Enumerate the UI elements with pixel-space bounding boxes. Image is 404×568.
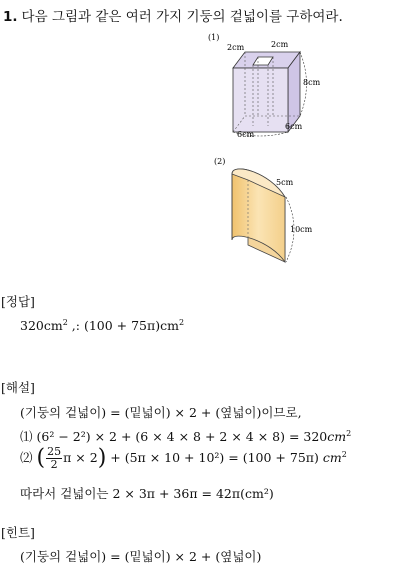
explanation-line-3	[20, 446, 347, 471]
explanation-heading: [해설]	[1, 380, 35, 395]
marker-2: ⑵	[20, 450, 33, 465]
answer-heading: [정답]	[1, 294, 35, 309]
hint-heading: [힌트]	[1, 525, 35, 540]
explanation-line-3-b: + (5π × 10 + 10²) = (100 + 75π)	[110, 450, 323, 465]
figure-1-tag: (1)	[208, 33, 220, 42]
question	[3, 5, 343, 25]
explanation-line-2	[20, 427, 351, 445]
explanation-line-3-sup: 2	[341, 449, 347, 459]
figure-1-prism	[205, 30, 335, 140]
label-10cm: 10cm	[290, 225, 313, 234]
label-2cm-a: 2cm	[227, 43, 245, 52]
label-6cm-side: 6cm	[285, 122, 303, 131]
answer-sup-b: 2	[178, 318, 185, 327]
explanation-line-3-a: π × 2	[63, 450, 98, 465]
explanation-line-1: (기둥의 겉넓이) = (밑넓이) × 2 + (옆넓이)이므로,	[20, 405, 302, 420]
explanation-line-2-text: (6² − 2²) × 2 + (6 × 4 × 8 + 2 × 4 × 8) = 320	[36, 429, 328, 444]
answer-line	[20, 318, 184, 333]
answer-part-a: 320cm	[20, 318, 63, 334]
figure-2-tag: (2)	[214, 157, 226, 166]
label-2cm-b: 2cm	[271, 40, 289, 49]
explanation-line-4: 따라서 겉넓이는 2 × 3π + 36π = 42π(cm²)	[20, 486, 274, 501]
explanation-line-2-unit: cm	[327, 429, 347, 444]
question-text: 다음 그림과 같은 여러 가지 기둥의 겉넓이를 구하여라.	[21, 9, 343, 25]
fraction-numerator: 25	[47, 445, 62, 458]
explanation-line-2-sup: 2	[346, 428, 352, 438]
label-8cm: 8cm	[303, 78, 321, 87]
figure-2-half-cylinder	[210, 152, 320, 270]
question-number: 1.	[3, 9, 18, 25]
paren-close: )	[97, 445, 107, 471]
fraction-25-2	[46, 446, 62, 471]
fraction-denominator: 2	[50, 458, 58, 471]
paren-open: (	[36, 445, 46, 471]
label-6cm-bottom: 6cm	[237, 130, 255, 139]
explanation-line-3-unit: cm	[322, 450, 342, 465]
marker-1: ⑴	[20, 429, 33, 444]
answer-part-b: ,: (100 + 75π)cm	[67, 318, 179, 334]
label-5cm: 5cm	[276, 178, 294, 187]
hint-line-1: (기둥의 겉넓이) = (밑넓이) × 2 + (옆넓이)	[20, 549, 262, 564]
answer-sup-a: 2	[62, 318, 68, 327]
